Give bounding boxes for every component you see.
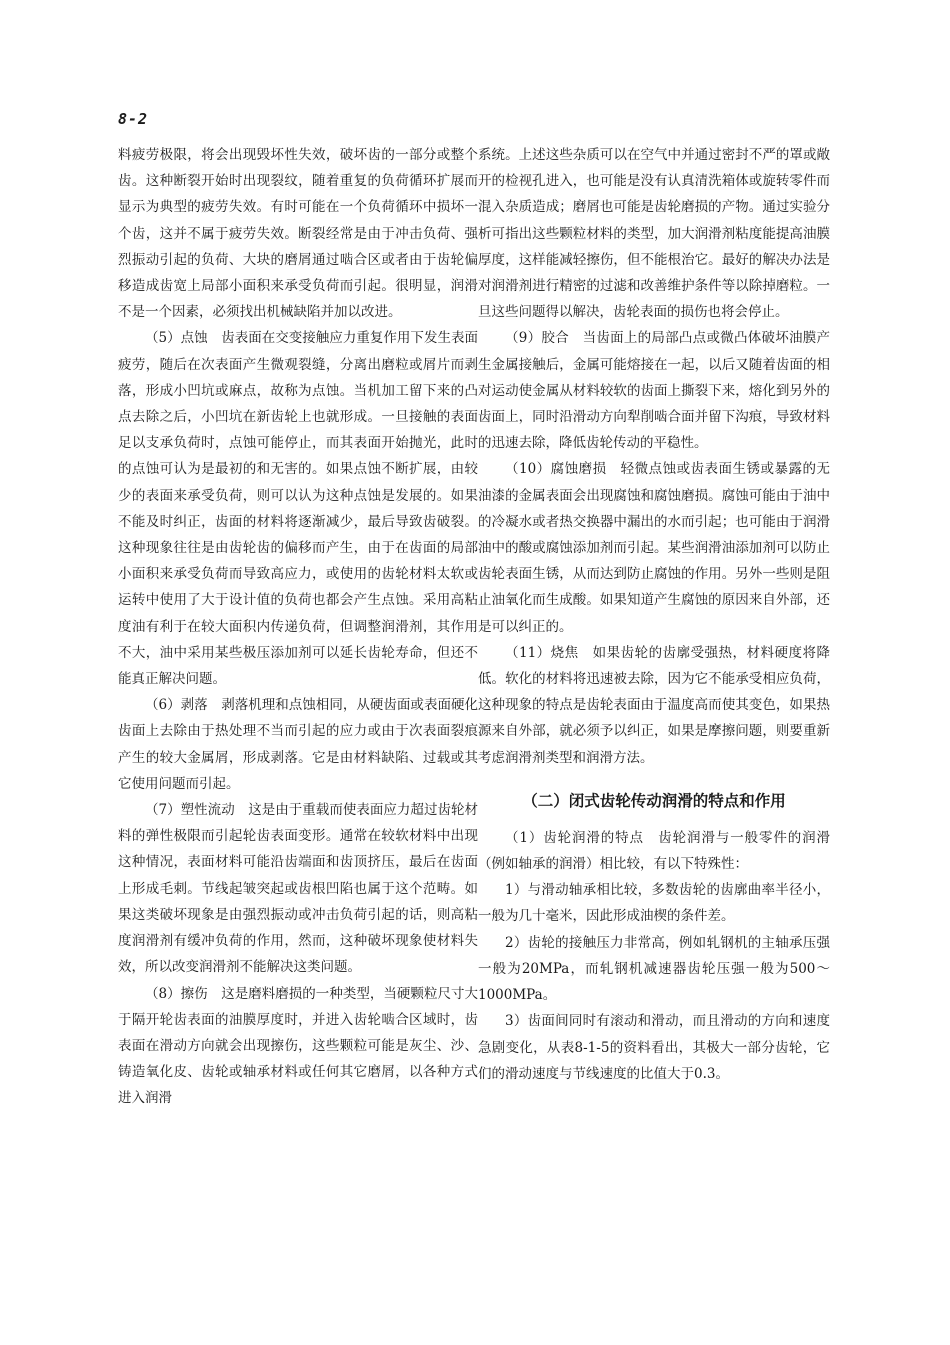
paragraph: （8）擦伤 这是磨料磨损的一种类型，当硬颗粒尺寸大于隔开轮齿表面的油膜厚度时，并进入齿轮啮合区域时，齿表面在滑动方向就会出现擦伤，这些颗粒可能是灰尘、沙、铸造氧化皮、齿轮或轴承材料或任何其它磨屑，以各种方式进入润滑: [118, 985, 478, 1107]
section-heading: （二）闭式齿轮传动润滑的特点和作用: [522, 791, 786, 810]
paragraph: （5）点蚀 齿表面在交变接触应力重复作用下发生表面疲劳，随后在次表面产生微观裂缝，分离出磨粒或屑片而剥落，形成小凹坑或麻点，故称为点蚀。当机加工留下来的凸点去除之后，小凹坑在新齿轮上也就形成。一旦接触的表面足以支承负荷时，点蚀可能停止，而其表面开始抛光，此时的点蚀可认为是最初的和无害的。如果点蚀不断扩展，由较少的表面来承受负荷，则可以认为这种点蚀是发展的。如果不能及时纠正，齿面的材料将逐渐减少，最后导致齿破裂。这种现象往往是由齿轮齿的偏移而产生，由于在齿面的局部小面积来承受负荷而导致高应力，或使用的齿轮材料太软或运转中使用了大于设计值的负荷也都会产生点蚀。采用高粘度油有利于在较大面积内传递负荷，但调整润滑剂，其作用不大，油中采用某些极压添加剂可以延长齿轮寿命，但还不能真正解决问题。: [118, 330, 478, 688]
paragraph: 系统。上述这些杂质可以在空气中并通过密封不严的罩或敞开的检视孔进入，也可能是没有认真清洗箱体或旋转零件而混入杂质造成；磨屑也可能是齿轮磨损的产物。通过实验分析可指出这些颗粒材料的类型，加大润滑剂粘度能提高油膜厚度，这样能减轻擦伤，但不能根治它。最好的解决办法是对润滑剂进行精密的过滤和改善维护条件等以除掉磨粒。一旦这些问题得以解决，齿轮表面的损伤也将会停止。: [478, 147, 830, 321]
paragraph: 1）与滑动轴承相比较，多数齿轮的齿廓曲率半径小，一般为几十毫米，因此形成油楔的条件差。: [478, 882, 830, 925]
paragraph: 料疲劳极限，将会出现毁坏性失效，破坏齿的一部分或整个齿。这种断裂开始时出现裂纹，随着重复的负荷循环扩展而显示为典型的疲劳失效。有时可能在一个负荷循环中损坏一个齿，这并不属于疲劳失效。断裂经常是由于冲击负荷、强烈振动引起的负荷、大块的磨屑通过啮合区或者由于齿轮偏移造成齿宽上局部小面积来承受负荷而引起。很明显，润滑不是一个因素，必须找出机械缺陷并加以改进。: [118, 147, 478, 321]
paragraph: 3）齿面间同时有滚动和滑动，而且滑动的方向和速度急剧变化，从表8-1-5的资料看出，其极大一部分齿轮，它们的滑动速度与节线速度的比值大于0.3。: [478, 1013, 830, 1082]
page-number: 8-2: [118, 110, 149, 128]
right-column: [478, 142, 830, 1087]
left-column: [118, 142, 478, 1112]
paragraph: 2）齿轮的接触压力非常高，例如轧钢机的主轴承压强一般为20MPa，而轧钢机减速器齿轮压强一般为500～1000MPa。: [478, 934, 830, 1004]
paragraph: （7）塑性流动 这是由于重载而使表面应力超过齿轮材料的弹性极限而引起轮齿表面变形。通常在较软材料中出现这种情况，表面材料可能沿齿端面和齿顶挤压，最后在齿面上形成毛刺。节线起皱突起或齿根凹陷也属于这个范畴。如果这类破坏现象是由强烈振动或冲击负荷引起的话，则高粘度润滑剂有缓冲负荷的作用，然而，这种破坏现象使材料失效，所以改变润滑剂不能解决这类问题。: [118, 802, 478, 976]
paragraph: （9）胶合 当齿面上的局部凸点或微凸体破坏油膜产生金属接触后，金属可能熔接在一起，以后又随着齿面的相对运动使金属从材料较软的齿面上撕裂下来，熔化到另外的齿面上，同时沿滑动方向犁削啮合面并留下沟痕，导致材料的迅速去除，降低齿轮传动的平稳性。: [478, 330, 830, 452]
paragraph: （11）烧焦 如果齿轮的齿廓受强热，材料硬度将降低。软化的材料将迅速被去除，因为它不能承受相应负荷，这种现象的特点是齿轮表面由于温度高而使其变色，如果热源来自外部，就必须予以纠正，如果是摩擦问题，则要重新考虑润滑剂类型和润滑方法。: [478, 644, 830, 766]
paragraph: （10）腐蚀磨损 轻微点蚀或齿表面生锈或暴露的无油漆的金属表面会出现腐蚀和腐蚀磨损。腐蚀可能由于油中的冷凝水或者热交换器中漏出的水而引起；也可能由于润滑油中的酸或腐蚀添加剂而引起。某些润滑油添加剂可以防止齿轮表面生锈，从而达到防止腐蚀的作用。另外一些则是阻止油氧化而生成酸。如果知道产生腐蚀的原因来自外部，还是可以纠正的。: [478, 461, 830, 635]
paragraph: （6）剥落 剥落机理和点蚀相同，从硬齿面或表面硬化齿面上去除由于热处理不当而引起的应力或由于次表面裂痕产生的较大金属屑，形成剥落。它是由材料缺陷、过载或其它使用问题而引起。: [118, 697, 478, 792]
paragraph: （1）齿轮润滑的特点 齿轮润滑与一般零件的润滑（例如轴承的润滑）相比较，有以下特殊性：: [478, 829, 830, 873]
